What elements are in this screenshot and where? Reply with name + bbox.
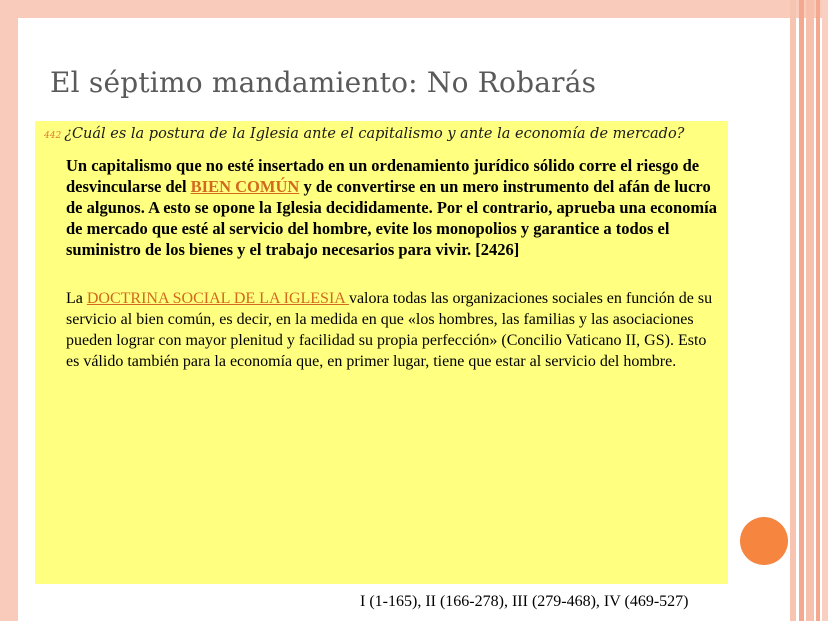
question-number: 442: [44, 131, 62, 141]
decor-stripe: [806, 0, 814, 621]
question-text: ¿Cuál es la postura de la Iglesia ante el capitalismo y ante la economía de mercado?: [64, 126, 685, 142]
doctrine-paragraph: [66, 288, 721, 372]
slide-title: El séptimo mandamiento: No Robarás: [50, 66, 597, 99]
para2-text-before: La: [66, 290, 87, 307]
decor-stripe: [816, 0, 820, 621]
answer-text-before: Un capitalismo que no esté insertado en un ordenamiento jurídico sólido corre el riesgo de desvincularse del: [66, 156, 700, 196]
doctrina-social-link[interactable]: DOCTRINA SOCIAL DE LA IGLESIA: [86, 290, 349, 307]
decor-stripe: [790, 0, 796, 621]
slide-frame-top: [0, 0, 828, 18]
decor-stripe: [799, 0, 804, 621]
slide-frame-left: [0, 18, 18, 621]
para2-text-after: valora todas las organizaciones sociales en función de su servicio al bien común, es decir, en la medida en que «los hombres, las familias y las asociaciones pueden lograr con mayor plenitud y facilidad su propia perfección» (Concilio Vaticano II, GS). Esto es válido también para la economía que, en primer lugar, tiene que estar al servicio del hombre.: [66, 290, 713, 370]
footer-ranges: I (1-165), II (166-278), III (279-468), IV (469-527): [360, 593, 689, 610]
answer-paragraph: [66, 155, 721, 260]
question: [44, 126, 724, 142]
decor-stripe: [822, 0, 828, 621]
bien-comun-link[interactable]: BIEN COMÚN: [190, 177, 300, 196]
accent-circle: [740, 517, 788, 565]
answer-text-after: y de convertirse en un mero instrumento del afán de lucro de algunos. A esto se opone la Iglesia decididamente. Por el contrario, aprueba una economía de mercado que esté al servicio del hombre, evite los monopolios y garantice a todos el suministro de los bienes y el trabajo necesarios para vivir. [2426]: [66, 177, 717, 259]
